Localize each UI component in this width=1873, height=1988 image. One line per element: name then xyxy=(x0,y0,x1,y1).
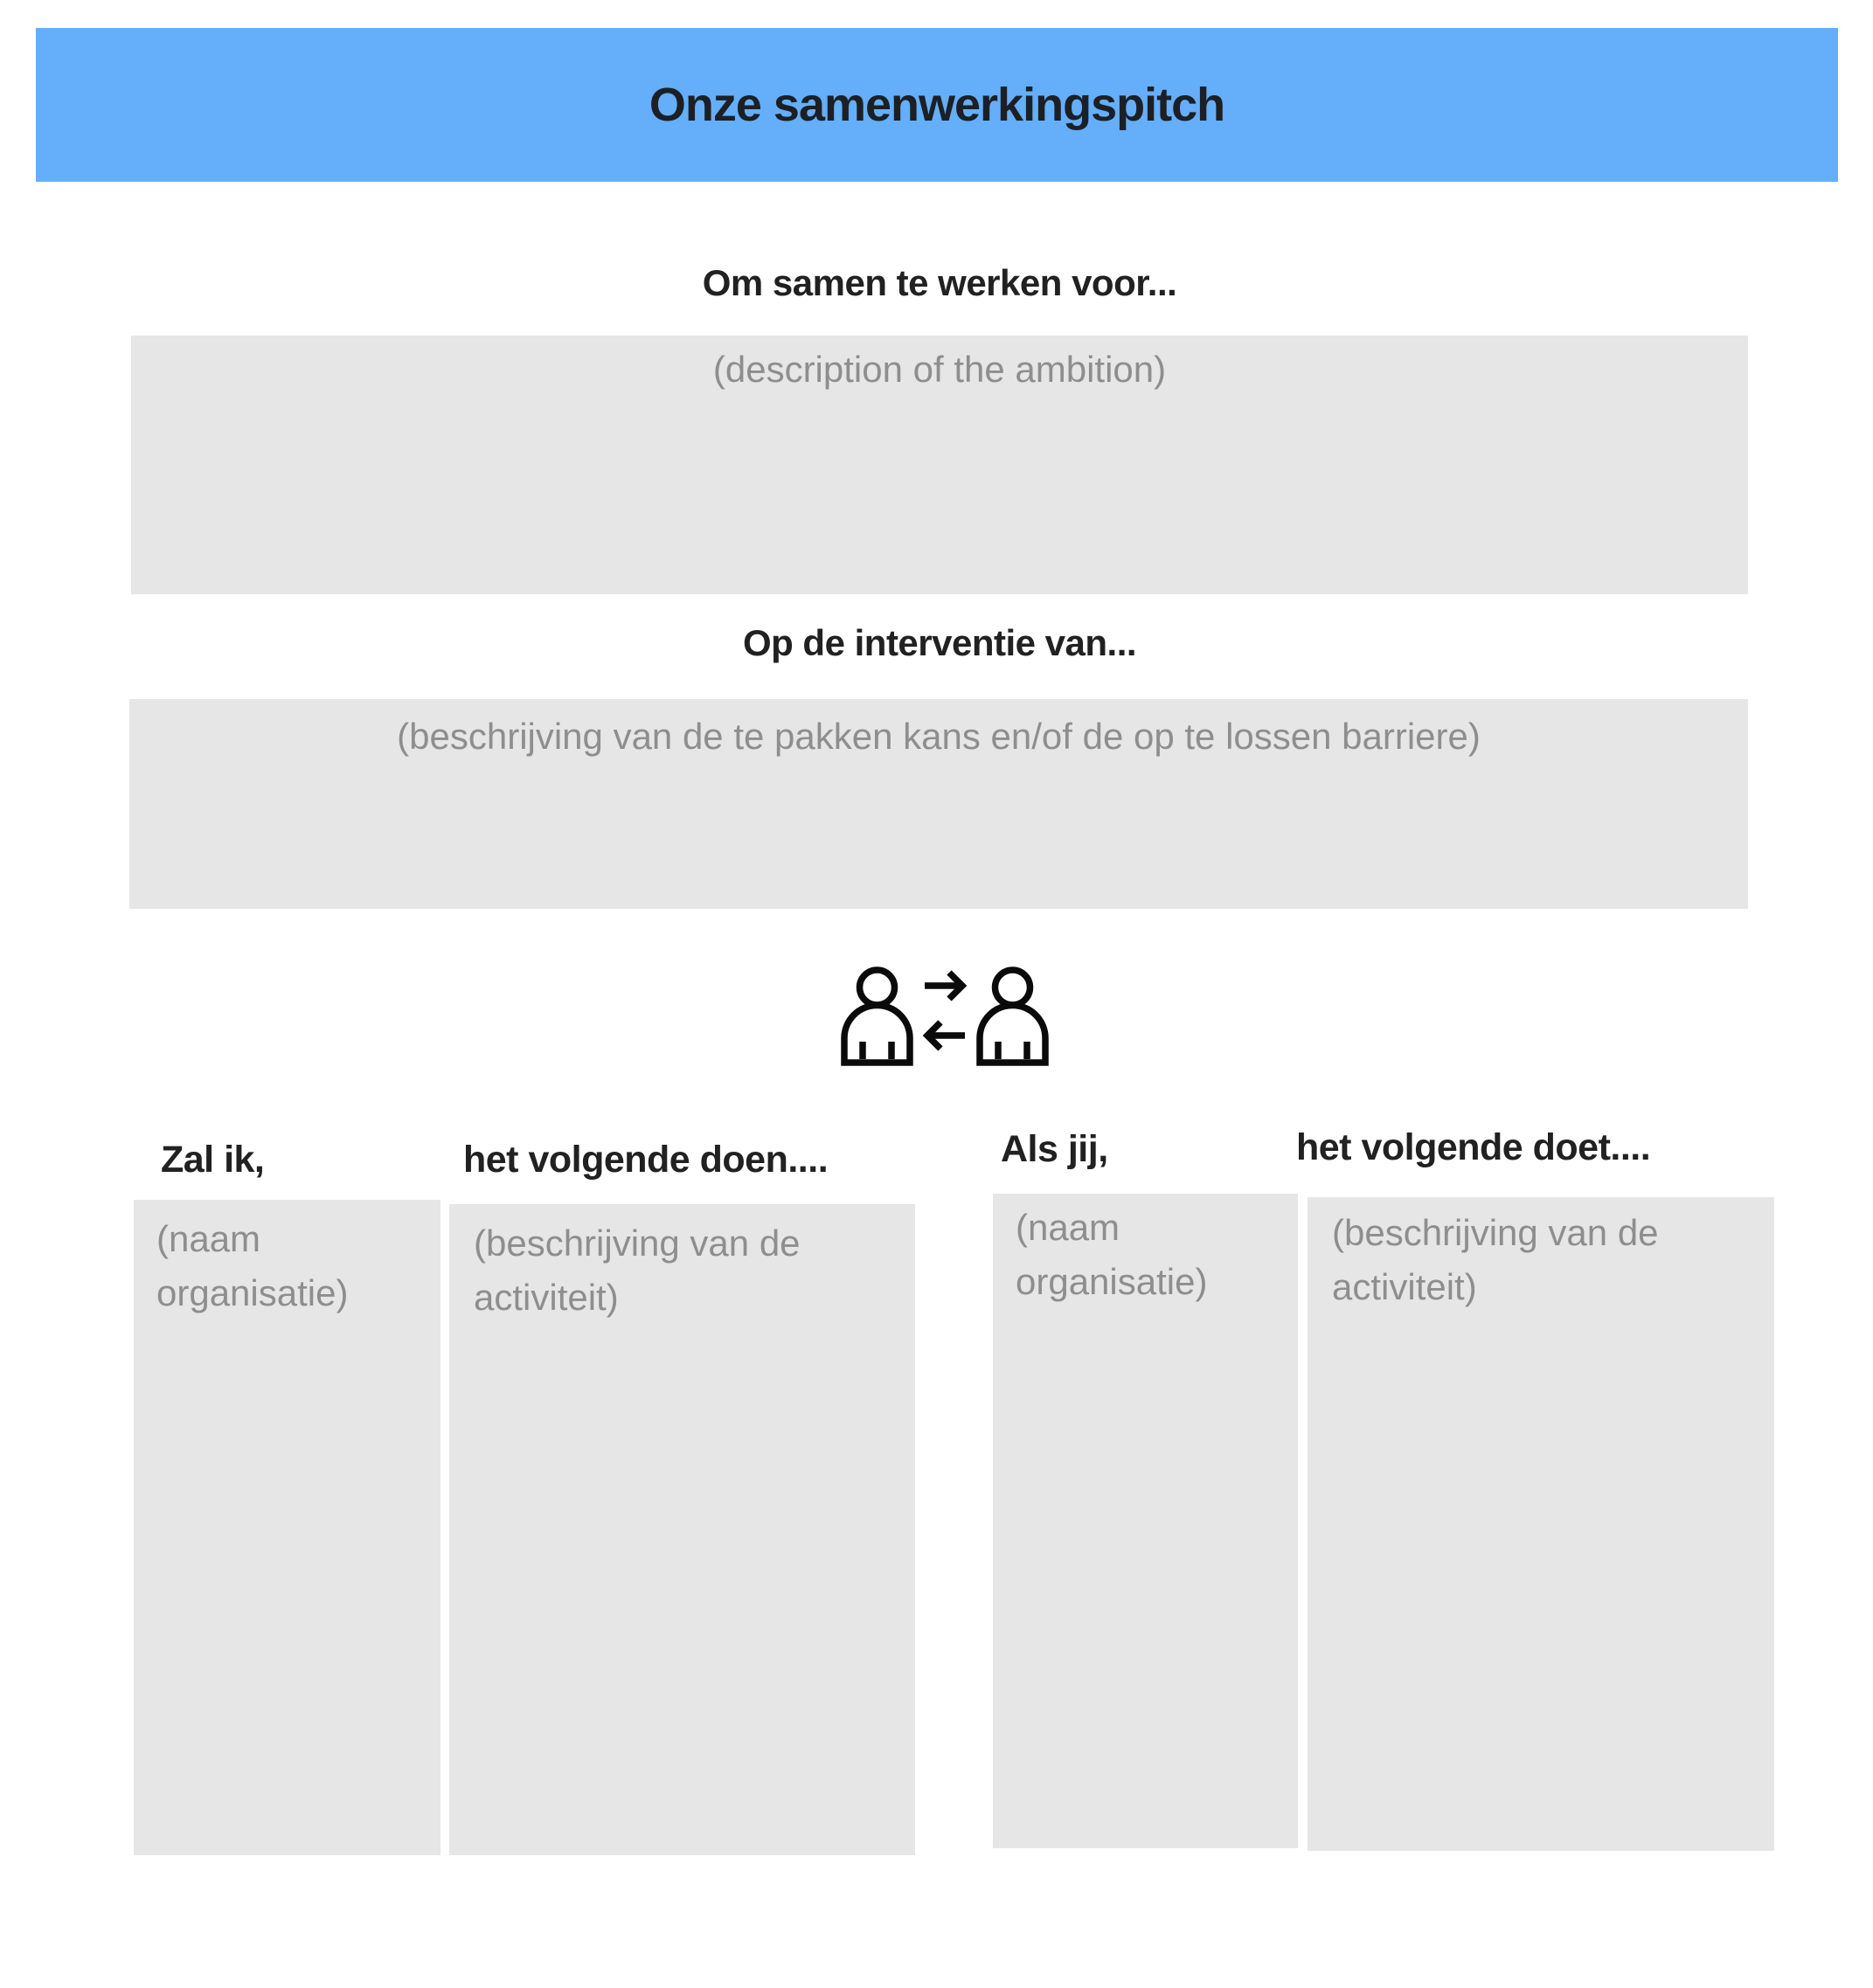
my-organisation-placeholder: (naam organisatie) xyxy=(156,1218,349,1313)
your-organisation-field[interactable] xyxy=(993,1194,1298,1848)
person-right-head xyxy=(995,970,1030,1005)
ambition-field[interactable] xyxy=(131,336,1748,594)
title-bar xyxy=(36,28,1838,182)
intervention-field[interactable] xyxy=(129,699,1748,909)
column-header-als-jij: Als jij, xyxy=(1001,1128,1108,1170)
ambition-placeholder: (description of the ambition) xyxy=(712,349,1167,390)
column-header-het-volgende-doet: het volgende doet.... xyxy=(1296,1126,1651,1168)
my-organisation-field[interactable] xyxy=(134,1200,441,1855)
intervention-heading: Op de interventie van... xyxy=(742,622,1137,663)
column-header-het-volgende-doen: het volgende doen.... xyxy=(463,1139,829,1181)
person-left-head xyxy=(860,970,895,1005)
ambition-heading: Om samen te werken voor... xyxy=(702,262,1177,303)
intervention-placeholder: (beschrijving van de te pakken kans en/of de op te lossen barriere) xyxy=(397,716,1481,757)
column-header-zal-ik: Zal ik, xyxy=(161,1139,265,1181)
person-left-body xyxy=(844,1006,910,1063)
my-activity-placeholder: (beschrijving van de activiteit) xyxy=(474,1223,801,1318)
people-exchange-icon xyxy=(841,966,1049,1068)
person-right-body xyxy=(980,1006,1045,1063)
my-activity-field[interactable] xyxy=(449,1204,915,1855)
your-organisation-placeholder: (naam organisatie) xyxy=(1016,1207,1208,1302)
page-title: Onze samenwerkingspitch xyxy=(649,79,1225,131)
your-activity-placeholder: (beschrijving van de activiteit) xyxy=(1332,1212,1659,1307)
your-activity-field[interactable] xyxy=(1308,1197,1774,1851)
